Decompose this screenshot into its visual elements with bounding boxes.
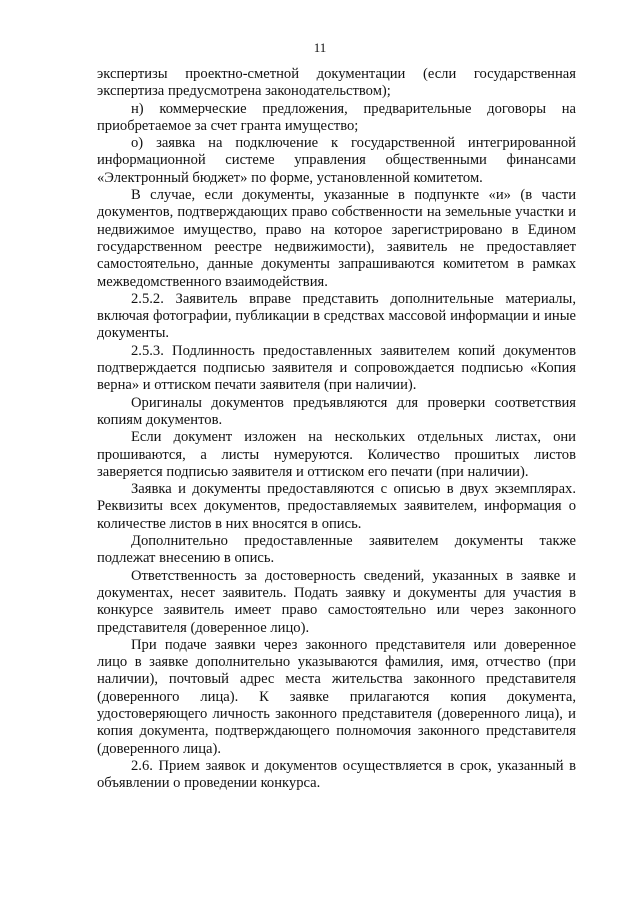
paragraph-inventory: Заявка и документы предоставляются с описью в двух экземплярах. Реквизиты всех документов, предоставляемых заявителем, информация о количестве листов в них вносятся в опись. bbox=[97, 481, 576, 532]
paragraph-2-5-2: 2.5.2. Заявитель вправе представить дополнительные материалы, включая фотографии, публикации в средствах массовой информации и иные документы. bbox=[97, 290, 576, 342]
paragraph-expertise-continuation: экспертизы проектно-сметной документации (если государственная экспертиза предусмотрена законодательством); bbox=[97, 66, 576, 100]
paragraph-responsibility: Ответственность за достоверность сведений, указанных в заявке и документах, несет заявитель. Подать заявку и документы для участия в конкурсе заявитель имеет право самостоятельно или через законного представителя (доверенное лицо). bbox=[97, 567, 576, 636]
paragraph-representative: При подаче заявки через законного представителя или доверенное лицо в заявке дополнительно указываются фамилия, имя, отчество (при наличии), почтовый адрес места жительства законного представителя (доверенного лица). К заявке прилагаются копия документа, удостоверяющего личность законного представителя (доверенного лица), и копия документа, подтверждающего полномочия законного представителя (доверенного лица). bbox=[97, 636, 576, 757]
paragraph-interagency-request: В случае, если документы, указанные в подпункте «и» (в части документов, подтверждающих право собственности на земельные участки и недвижимое имущество, право на которое зарегистрировано в Едином государственном реестре недвижимости), заявитель не предоставляет самостоятельно, данные документы запрашиваются комитетом в рамках межведомственного взаимодействия. bbox=[97, 187, 576, 290]
paragraph-2-5-3: 2.5.3. Подлинность предоставленных заявителем копий документов подтверждается подписью заявителя и сопровождается подписью «Копия верна» и оттиском печати заявителя (при наличии). bbox=[97, 342, 576, 394]
paragraph-multiple-sheets: Если документ изложен на нескольких отдельных листах, они прошиваются, а листы нумеруются. Количество прошитых листов заверяется подписью заявителя и оттиском его печати (при наличии). bbox=[97, 429, 576, 480]
paragraph-2-6: 2.6. Прием заявок и документов осуществляется в срок, указанный в объявлении о проведении конкурса. bbox=[97, 757, 576, 792]
document-body bbox=[97, 66, 576, 792]
paragraph-originals: Оригиналы документов предъявляются для проверки соответствия копиям документов. bbox=[97, 394, 576, 428]
paragraph-additional-documents: Дополнительно предоставленные заявителем документы также подлежат внесению в опись. bbox=[97, 533, 576, 567]
paragraph-item-n: н) коммерческие предложения, предварительные договоры на приобретаемое за счет гранта имущество; bbox=[97, 100, 576, 134]
page-number: 11 bbox=[313, 40, 327, 55]
paragraph-item-o: о) заявка на подключение к государственной интегрированной информационной системе управления общественными финансами «Электронный бюджет» по форме, установленной комитетом. bbox=[97, 135, 576, 186]
